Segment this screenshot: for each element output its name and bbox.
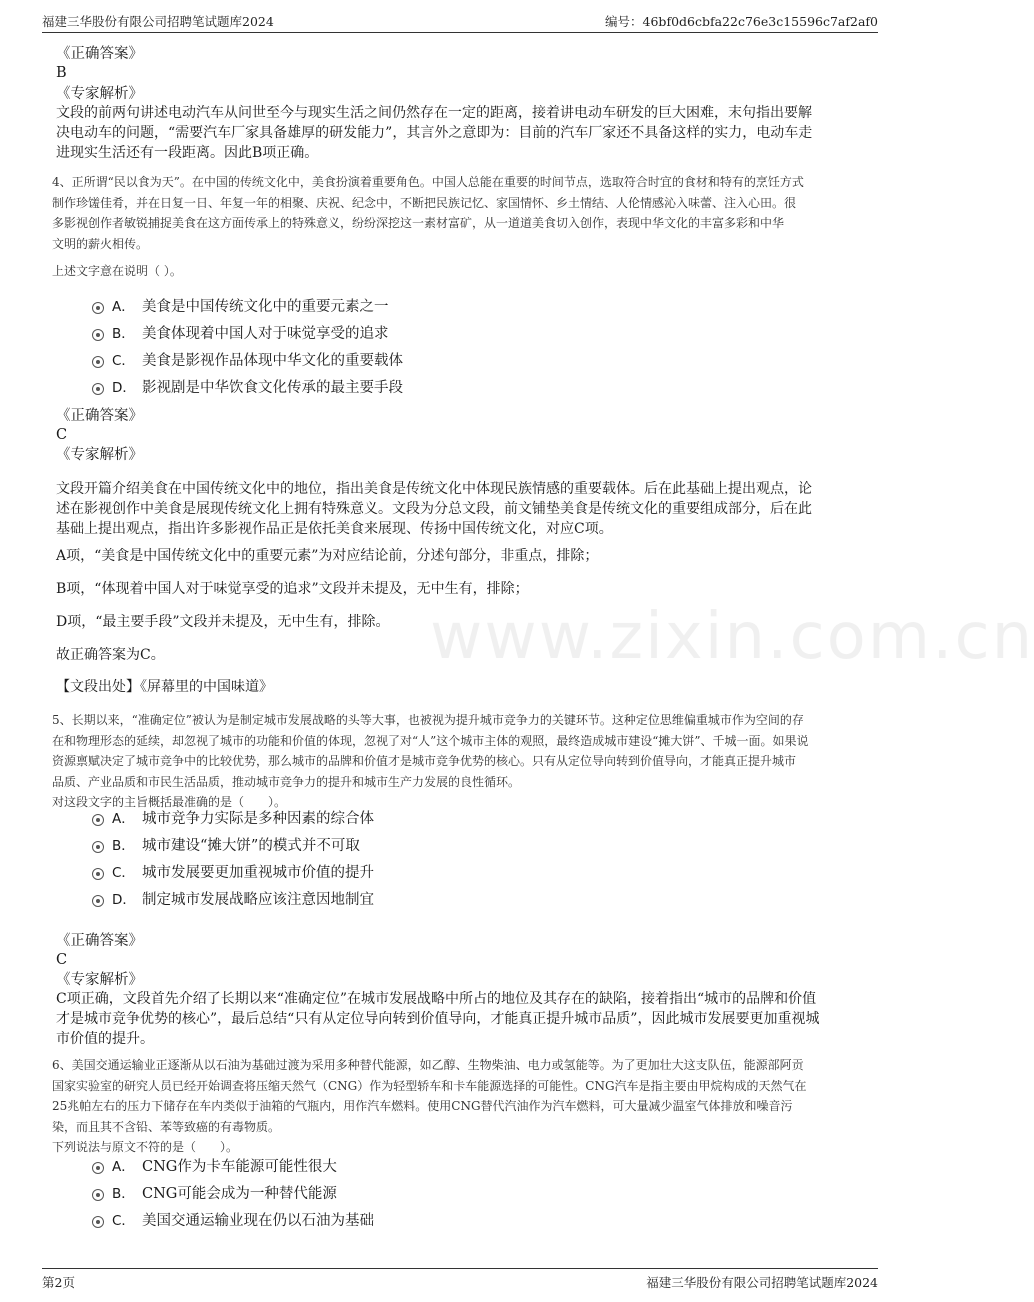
radio-icon[interactable] bbox=[92, 1189, 104, 1201]
q6-option-a[interactable]: A． CNG作为卡车能源可能性很大 bbox=[92, 1156, 337, 1178]
q4-question: 上述文字意在说明（ ）。 bbox=[52, 264, 182, 278]
analysis-label: 《专家解析》 bbox=[56, 86, 143, 102]
q4-note-a: A项，“美食是中国传统文化中的重要元素”为对应结论前，分述句部分，非重点，排除； bbox=[56, 548, 599, 564]
header-title: 福建三华股份有限公司招聘笔试题库2024 bbox=[42, 14, 274, 29]
watermark: www.zixin.com.cn bbox=[430, 600, 1034, 674]
answer-value: B bbox=[56, 65, 67, 81]
page-header bbox=[42, 10, 878, 33]
q4-note-b: B项，“体现着中国人对于味觉享受的追求”文段并未提及，无中生有，排除； bbox=[56, 581, 529, 597]
q4-option-c[interactable]: C． 美食是影视作品体现中华文化的重要载体 bbox=[92, 350, 403, 372]
radio-icon[interactable] bbox=[92, 868, 104, 880]
radio-icon[interactable] bbox=[92, 329, 104, 341]
q4-option-a[interactable]: A． 美食是中国传统文化中的重要元素之一 bbox=[92, 296, 389, 318]
answer-label: 《正确答案》 bbox=[56, 408, 143, 424]
q5-stem: 5、长期以来，“准确定位”被认为是制定城市发展战略的头等大事，也被视为提升城市竞争力的关键环节。这种定位思维偏重城市作为空间的存 在和物理形态的延续，却忽视了城市的功能和价值的体现，忽视了对“人”这个城市主体的观照，最终造成城市建设“摊大饼”、千城一面。如果说 资源禀赋决定了城市竞争中的比较优势，那么城市的品牌和价值才是城市竞争优势的核心。只有从定位导向转到价值导向，才能真正提升城市 品质、产业品质和市民生活品质，推动城市竞争力的提升和城市生产力发展的良性循环。 对这段文字的主旨概括最准确的是（ ）。 bbox=[52, 713, 809, 809]
radio-icon[interactable] bbox=[92, 841, 104, 853]
header-doc-id: 编号：46bf0d6cbfa22c76e3c15596c7af2af0 bbox=[605, 14, 878, 29]
q5-option-a[interactable]: A． 城市竞争力实际是多种因素的综合体 bbox=[92, 808, 374, 830]
q4-source: 【文段出处】《屏幕里的中国味道》 bbox=[56, 679, 273, 695]
q4-option-b[interactable]: B． 美食体现着中国人对于味觉享受的追求 bbox=[92, 323, 389, 345]
radio-icon[interactable] bbox=[92, 356, 104, 368]
q5-option-c[interactable]: C． 城市发展要更加重视城市价值的提升 bbox=[92, 862, 374, 884]
radio-icon[interactable] bbox=[92, 814, 104, 826]
q4-analysis: 文段开篇介绍美食在中国传统文化中的地位，指出美食是传统文化中体现民族情感的重要载体。后在此基础上提出观点，论 述在影视创作中美食是展现传统文化上拥有特殊意义。文段为分总文段，前文铺垫美食是传统文化的重要组成部分，后在此 基础上提出观点，指出许多影视作品正是依托美食来展现、传扬中国传统文化，对应C项。 bbox=[56, 481, 812, 537]
footer-title: 福建三华股份有限公司招聘笔试题库2024 bbox=[646, 1275, 878, 1290]
q4-note-d: D项，“最主要手段”文段并未提及，无中生有，排除。 bbox=[56, 614, 390, 630]
answer-value: C bbox=[56, 427, 68, 443]
radio-icon[interactable] bbox=[92, 1216, 104, 1228]
q4-option-d[interactable]: D． 影视剧是中华饮食文化传承的最主要手段 bbox=[92, 377, 403, 399]
q5-option-b[interactable]: B． 城市建设“摊大饼”的模式并不可取 bbox=[92, 835, 360, 857]
q4-conclusion: 故正确答案为C。 bbox=[56, 647, 165, 663]
q3-analysis: 文段的前两句讲述电动汽车从问世至今与现实生活之间仍然存在一定的距离，接着讲电动车研发的巨大困难，末句指出要解 决电动车的问题，“需要汽车厂家具备雄厚的研发能力”，其言外之意即为：目前的汽车厂家还不具备这样的实力，电动车走 进现实生活还有一段距离。因此B项正确。 bbox=[56, 105, 813, 161]
analysis-label: 《专家解析》 bbox=[56, 447, 143, 463]
radio-icon[interactable] bbox=[92, 895, 104, 907]
q6-option-c[interactable]: C． 美国交通运输业现在仍以石油为基础 bbox=[92, 1210, 374, 1232]
answer-label: 《正确答案》 bbox=[56, 933, 143, 949]
radio-icon[interactable] bbox=[92, 1162, 104, 1174]
answer-value: C bbox=[56, 952, 68, 968]
page-number: 第2页 bbox=[42, 1275, 75, 1290]
q5-option-d[interactable]: D． 制定城市发展战略应该注意因地制宜 bbox=[92, 889, 374, 911]
q6-stem: 6、美国交通运输业正逐渐从以石油为基础过渡为采用多种替代能源，如乙醇、生物柴油、电力或氢能等。为了更加壮大这支队伍，能源部阿贡 国家实验室的研究人员已经开始调查将压缩天然气（CNG）作为轻型轿车和卡车能源选择的可能性。CNG汽车是指主要由甲烷构成的天然气在 25兆帕左右的压力下储存在车内类似于油箱的气瓶内，用作汽车燃料。使用CNG替代汽油作为汽车燃料，可大量减少温室气体排放和噪音污 染，而且其不含铅、苯等致癌的有毒物质。 下列说法与原文不符的是（ ）。 bbox=[52, 1058, 807, 1154]
q4-stem: 4、正所谓“民以食为天”。在中国的传统文化中，美食扮演着重要角色。中国人总能在重要的时间节点，选取符合时宜的食材和特有的烹饪方式 制作珍馐佳肴，并在日复一日、年复一年的相聚、庆祝、纪念中，不断把民族记忆、家国情怀、乡土情结、人伦情感沁入味蕾、注入心田。很 多影视创作者敏锐捕捉美食在这方面传承上的特殊意义，纷纷深挖这一素材富矿，从一道道美食切入创作，表现中华文化的丰富多彩和中华 文明的薪火相传。 bbox=[52, 175, 804, 251]
q5-analysis: C项正确，文段首先介绍了长期以来“准确定位”在城市发展战略中所占的地位及其存在的缺陷，接着指出“城市的品牌和价值 才是城市竞争优势的核心”，最后总结“只有从定位导向转到价值导向，才能真正提升城市品质”，因此城市发展要更加重视城 市价值的提升。 bbox=[56, 991, 820, 1047]
q6-option-b[interactable]: B． CNG可能会成为一种替代能源 bbox=[92, 1183, 337, 1205]
radio-icon[interactable] bbox=[92, 383, 104, 395]
analysis-label: 《专家解析》 bbox=[56, 972, 143, 988]
answer-label: 《正确答案》 bbox=[56, 46, 143, 62]
radio-icon[interactable] bbox=[92, 302, 104, 314]
page-footer bbox=[42, 1268, 878, 1293]
